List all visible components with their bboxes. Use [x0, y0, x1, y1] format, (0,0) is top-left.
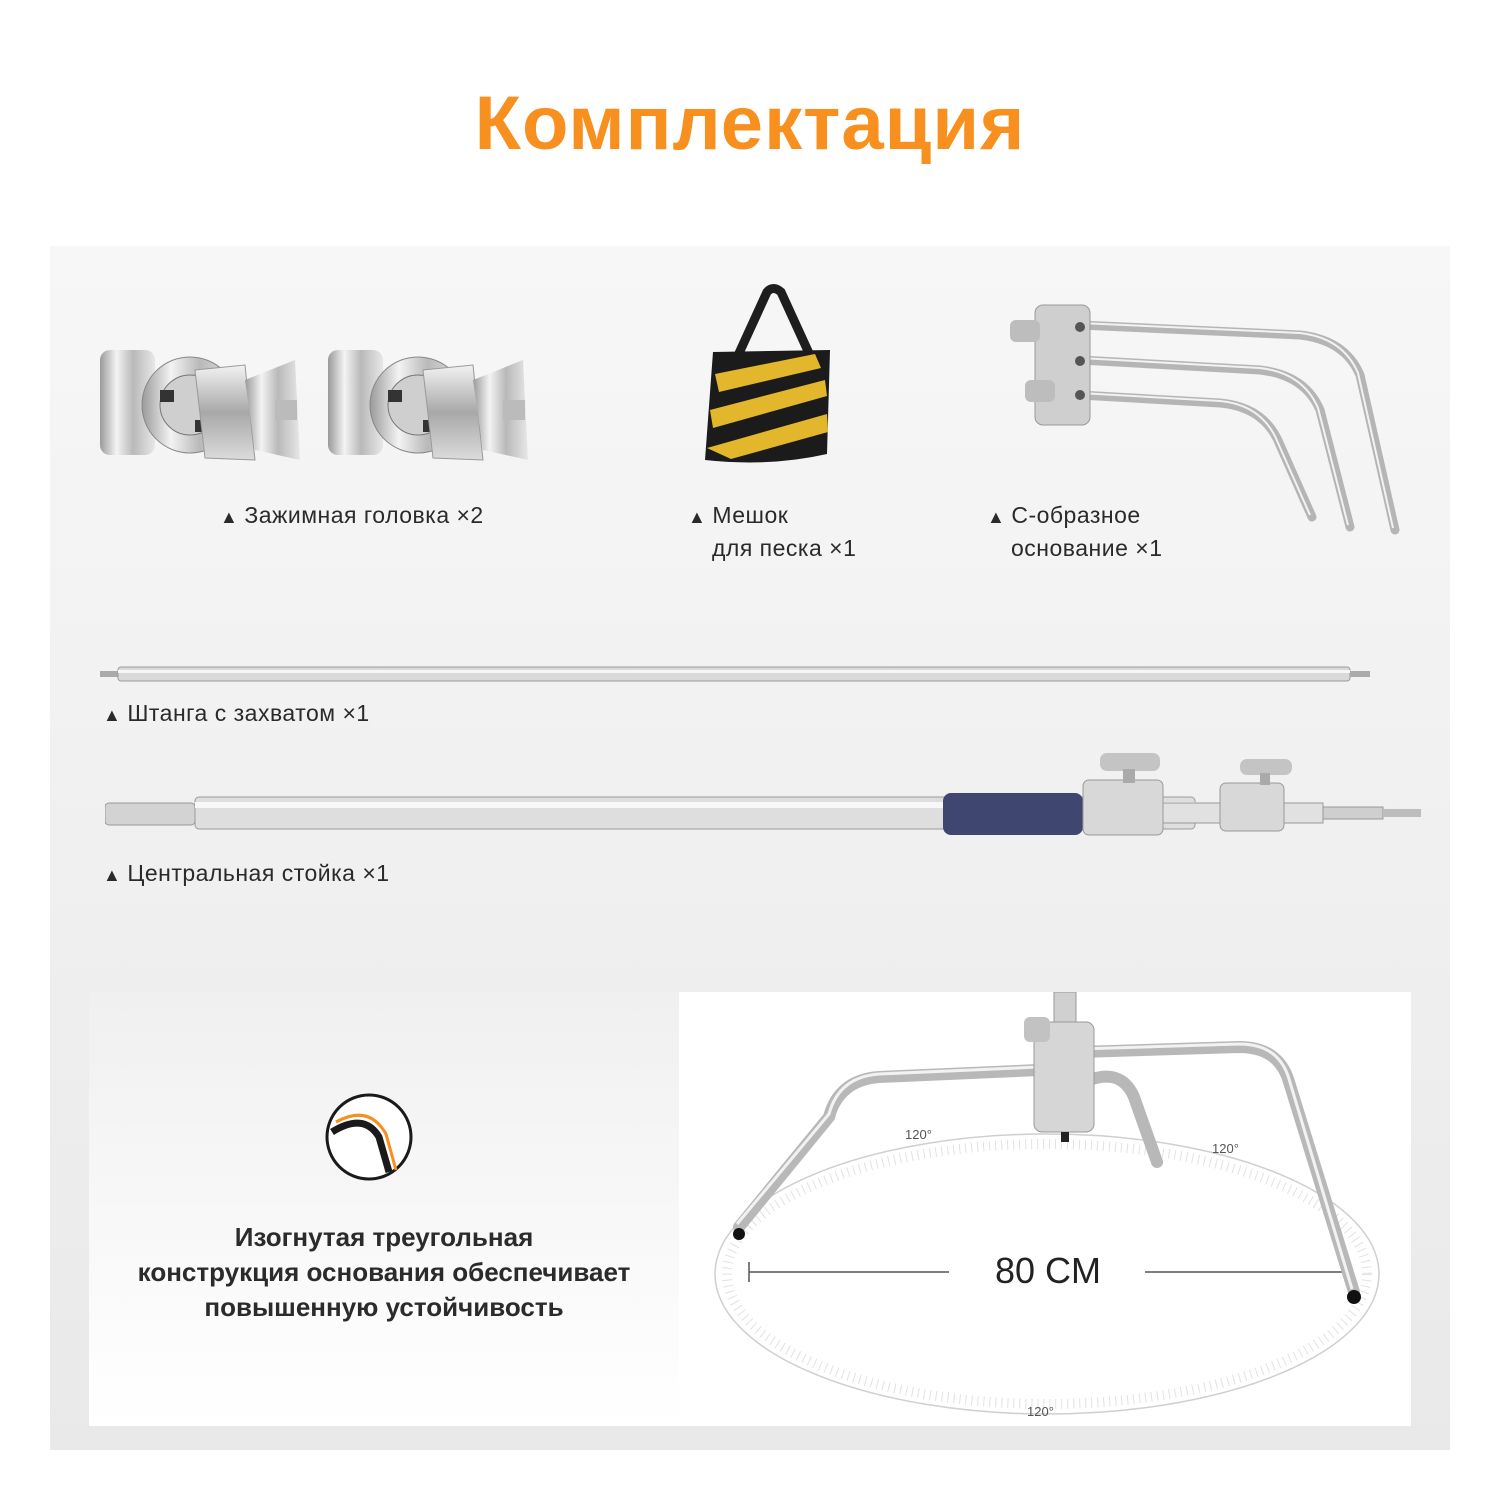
- angle-label: 120°: [905, 1127, 932, 1142]
- triangle-icon: ▲: [688, 507, 707, 527]
- c-base-label: ▲ С-образное основание ×1: [987, 502, 1163, 561]
- page-title: Комплектация: [474, 81, 1026, 166]
- feature-card: [89, 992, 679, 1426]
- center-column-image: [105, 745, 1425, 845]
- grip-arm-image: [100, 662, 1375, 686]
- triangle-icon: ▲: [987, 507, 1006, 527]
- base-stand-diagram: [679, 992, 1411, 1426]
- angle-label: 120°: [1027, 1404, 1054, 1419]
- grip-arm-label: ▲ Штанга с захватом ×1: [103, 700, 370, 726]
- triangle-icon: ▲: [103, 865, 122, 885]
- triangle-icon: ▲: [220, 507, 239, 527]
- clamp-head-label: ▲ Зажимная головка ×2: [220, 502, 484, 528]
- angle-label: 120°: [1212, 1141, 1239, 1156]
- sandbag-image: [695, 282, 845, 467]
- center-column-label: ▲ Центральная стойка ×1: [103, 860, 390, 886]
- diameter-measure: 80 CM: [994, 1250, 1102, 1291]
- clamp-head-image: [95, 340, 535, 470]
- triangle-icon: ▲: [103, 705, 122, 725]
- feature-description: Изогнутая треугольная конструкция основания обеспечивает повышенную устойчивость: [137, 1222, 631, 1322]
- curved-leg-icon: [324, 1092, 414, 1182]
- sandbag-label: ▲ Мешок для песка ×1: [688, 502, 857, 561]
